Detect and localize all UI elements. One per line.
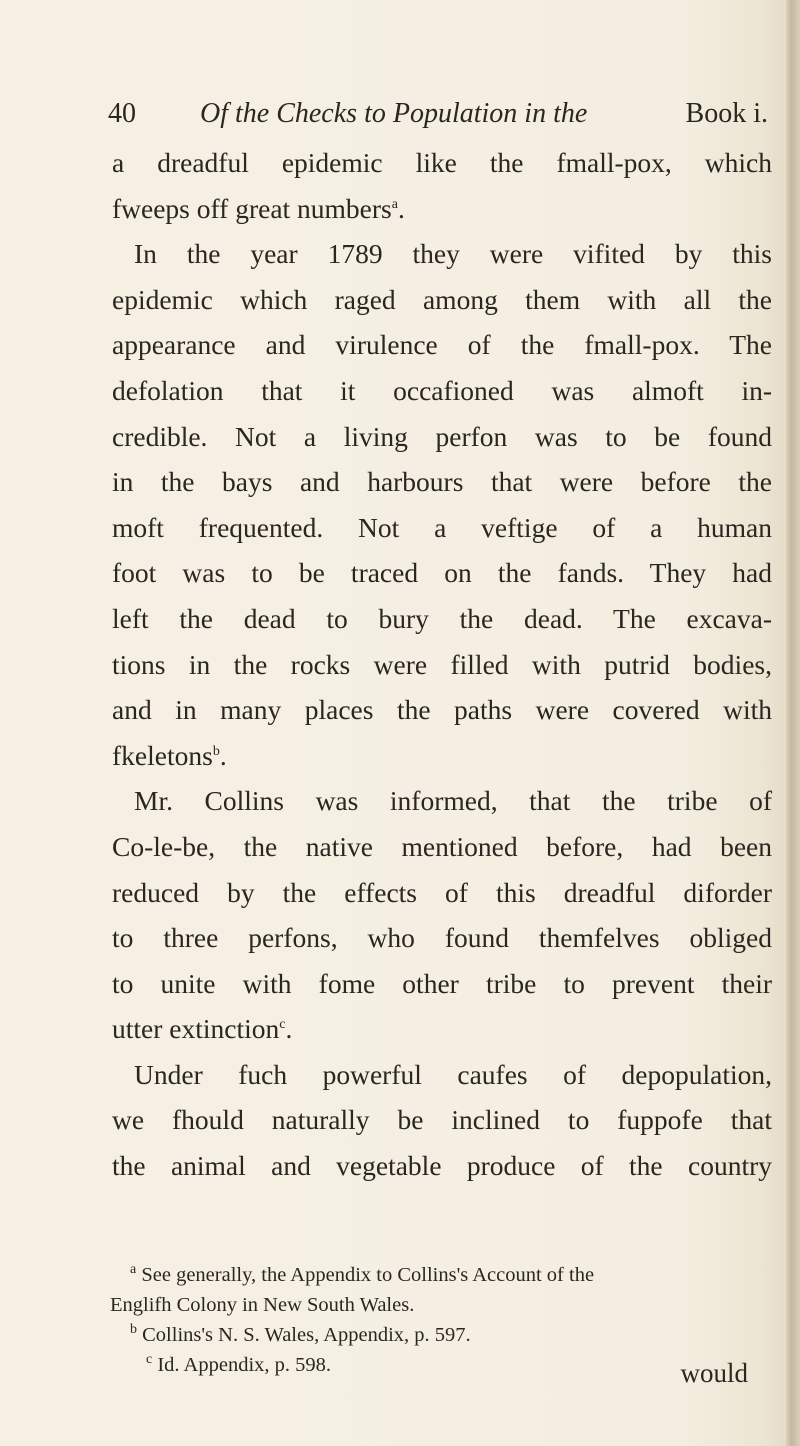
footnote-ref-b: b (212, 743, 220, 759)
text-line: to three perfons, who found themfelves obliged (112, 922, 772, 954)
text-line: foot was to be traced on the fands. They had (112, 557, 772, 589)
footnote-mark-c: c (146, 1352, 153, 1368)
text-line: credible. Not a living perfon was to be found (112, 420, 772, 452)
footnote-ref-c: c (279, 1017, 286, 1033)
running-title: Of the Checks to Population in the (200, 98, 588, 129)
text-line: fweeps off great numbers$^a$. (112, 192, 405, 224)
footnotes (110, 1260, 770, 1380)
text-line: reduced by the effects of this dreadful diforder (112, 876, 772, 908)
text-line: epidemic which raged among them with all the (112, 283, 772, 315)
body-text (112, 140, 772, 1189)
book-label: Book i. (685, 98, 768, 129)
text-line: left the dead to bury the dead. The excava- (112, 602, 772, 634)
text-line: tions in the rocks were filled with putrid bodies, (112, 648, 772, 680)
text-line: a dreadful epidemic like the fmall-pox, which (112, 147, 772, 178)
text-line: Co-le-be, the native mentioned before, had been (112, 830, 772, 862)
text-line: In the year 1789 they were vifited by this (134, 238, 772, 270)
running-header (108, 98, 768, 138)
footnote-mark-b: b (130, 1322, 137, 1338)
text-line: fkeletons$^b$. (112, 739, 227, 771)
footnote-a-continuation: Englifh Colony in New South Wales. (110, 1294, 415, 1316)
text-line: Under fuch powerful caufes of depopulation, (134, 1058, 772, 1090)
footnote-c: $^c$ Id. Appendix, p. 598. (146, 1352, 332, 1376)
text-line: Mr. Collins was informed, that the tribe of (134, 785, 772, 817)
page-number: 40 (108, 98, 136, 129)
footnote-a: $^a$ See generally, the Appendix to Collins's Account of the (130, 1262, 595, 1286)
text-line: we fhould naturally be inclined to fuppofe that (112, 1104, 772, 1136)
text-line: and in many places the paths were covered with (112, 694, 772, 726)
catchword: would (680, 1358, 748, 1388)
text-line: the animal and vegetable produce of the country (112, 1150, 772, 1182)
footnote-ref-a: a (391, 196, 398, 212)
text-line: utter extinction$^c$. (112, 1013, 293, 1045)
text-line: appearance and virulence of the fmall-pox. The (112, 329, 772, 361)
text-line: in the bays and harbours that were before the (112, 466, 772, 498)
page-edge-shadow (786, 0, 800, 1446)
text-line: moft frequented. Not a veftige of a human (112, 511, 772, 543)
text-line: defolation that it occafioned was almoft in- (112, 374, 772, 406)
footnote-mark-a: a (130, 1262, 137, 1278)
footnote-b: $^b$ Collins's N. S. Wales, Appendix, p. 597. (130, 1322, 471, 1346)
text-line: to unite with fome other tribe to prevent their (112, 967, 772, 999)
